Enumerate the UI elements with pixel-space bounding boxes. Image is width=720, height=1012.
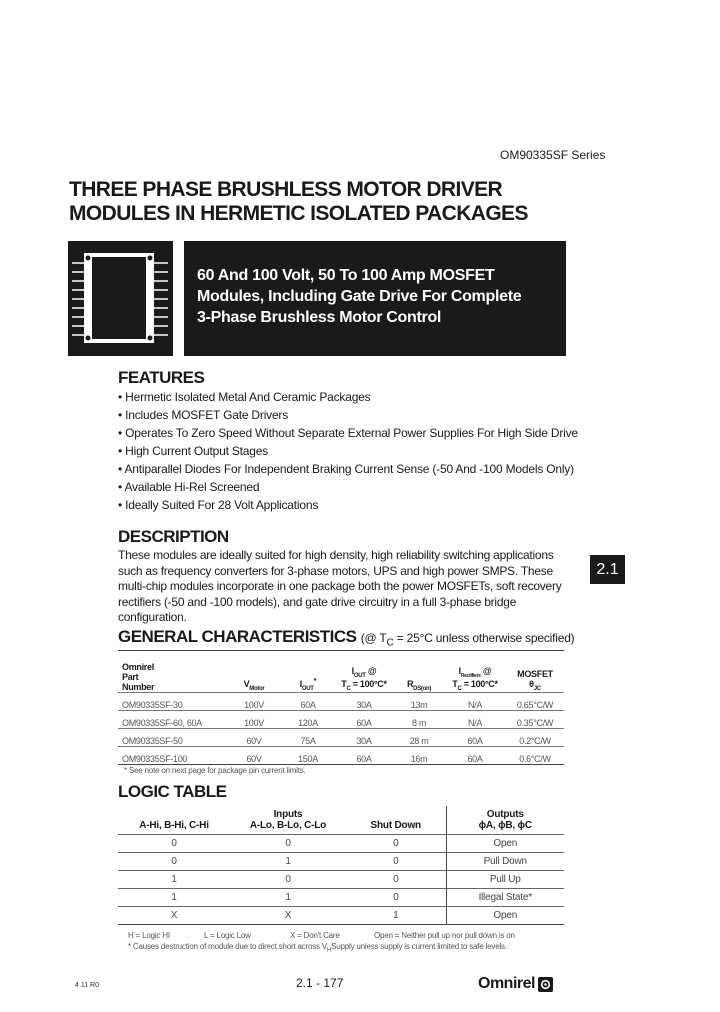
page-title	[69, 178, 528, 226]
title-line-2: MODULES IN HERMETIC ISOLATED PACKAGES	[69, 202, 528, 225]
col-rds-on: $R_{DS(on)}$	[406, 679, 432, 692]
feature-item: • Hermetic Isolated Metal And Ceramic Packages	[118, 390, 371, 404]
table-header-row	[118, 651, 564, 693]
outputs-label: Outputs	[486, 808, 524, 820]
logic-legend	[128, 930, 515, 957]
features-list	[118, 388, 578, 514]
logic-table	[118, 806, 564, 925]
col-iout-100c: $I_{OUT}$ @ $T_C = 100^\circ C*$	[341, 666, 387, 692]
col-high-side: A-Hi, B-Hi, C-Hi	[139, 819, 209, 831]
feature-item: • High Current Output Stages	[118, 444, 269, 458]
table-row: OM90335SF-60, 60A 100V 120A 60A 8 m N/A 0.35°C/W	[118, 711, 564, 729]
omnirel-logo-icon	[538, 977, 553, 992]
logic-header-row	[118, 806, 564, 834]
table-row: 0 0 0 Open	[118, 834, 564, 852]
package-drawing	[68, 241, 173, 356]
table-row: OM90335SF-100 60V 150A 60A 16m 60A 0.6°C/W	[118, 747, 564, 765]
page-number: 2.1 - 177	[296, 976, 344, 990]
series-label: OM90335SF Series	[500, 148, 606, 162]
title-line-1: THREE PHASE BRUSHLESS MOTOR DRIVER	[69, 178, 503, 201]
brand-logo	[478, 975, 553, 993]
general-characteristics-table	[118, 650, 564, 765]
general-characteristics-heading	[118, 627, 574, 648]
section-tab: 2.1	[590, 555, 625, 584]
feature-item: • Operates To Zero Speed Without Separate External Power Supplies For High Side Drive	[118, 426, 578, 440]
general-heading-text: GENERAL CHARACTERISTICS	[118, 627, 357, 646]
legend-h: H = Logic HI	[128, 931, 170, 940]
package-image	[68, 241, 173, 356]
feature-item: • Ideally Suited For 28 Volt Applications	[118, 498, 319, 512]
col-part-number: Omnirel Part Number	[122, 662, 155, 692]
col-iout: $I_{OUT}^*$	[299, 676, 317, 692]
col-vmotor: $V_{Motor}$	[243, 679, 265, 692]
table-row: 0 1 0 Pull Down	[118, 852, 564, 870]
description-heading: DESCRIPTION	[118, 527, 229, 546]
features-heading: FEATURES	[118, 368, 205, 387]
brand-name: Omnirel	[478, 975, 535, 992]
table-row: 1 1 0 Illegal State*	[118, 888, 564, 906]
table-row: OM90335SF-50 60V 75A 30A 28 m 60A 0.2°C/W	[118, 729, 564, 747]
inputs-label: Inputs	[273, 808, 303, 820]
banner-line-1: 60 And 100 Volt, 50 To 100 Amp MOSFET	[197, 267, 495, 284]
legend-l: L = Logic Low	[204, 931, 251, 940]
table-row: OM90335SF-30 100V 60A 30A 13m N/A 0.65°C/W	[118, 693, 564, 711]
description-text: These modules are ideally suited for high density, high reliability switching applications such as frequency converters for 3-phase motors, UPS and high power SMPS. These multi-chip modules incorporate in one package both the power MOSFETs, soft recovery rectifiers (-50 and -100 models), and gate drive circuitry in a full 3-phase bridge configuration.	[118, 548, 562, 625]
general-table-note: * See note on next page for package pin current limits.	[124, 766, 306, 775]
general-condition: (@ $T_C = 25^\circ C$ unless otherwise specified)	[360, 631, 575, 649]
legend-open: Open = Neither pull up nor pull down is on	[374, 931, 515, 940]
feature-item: • Available Hi-Rel Screened	[118, 480, 260, 494]
table-row: 1 0 0 Pull Up	[118, 870, 564, 888]
col-shut-down: Shut Down	[370, 819, 421, 831]
col-outputs: Outputs ϕA, ϕB, ϕC	[446, 806, 564, 834]
banner-line-3: 3-Phase Brushless Motor Control	[197, 309, 442, 326]
logic-table-heading: LOGIC TABLE	[118, 782, 227, 801]
document-reference: 4 11 R0	[75, 982, 99, 989]
feature-item: • Antiparallel Diodes For Independent Braking Current Sense (-50 And -100 Models Only)	[118, 462, 574, 476]
logic-footnote: * Causes destruction of module due to direct short across $V_HSupply$ unless supply is current limited to safe levels.	[128, 942, 507, 954]
product-banner	[184, 241, 566, 356]
feature-item: • Includes MOSFET Gate Drivers	[118, 408, 289, 422]
legend-x: X = Don't Care	[290, 931, 340, 940]
col-irectifiers: $I_{Rectifiers}$ @ $T_C = 100^\circ C*$	[452, 666, 498, 692]
table-row: X X 1 Open	[118, 906, 564, 924]
banner-line-2: Modules, Including Gate Drive For Complete	[197, 288, 522, 305]
col-low-side: Inputs A-Lo, B-Lo, C-Lo	[230, 806, 346, 834]
col-mosfet-theta: MOSFET $\theta_{JC}$	[517, 669, 553, 692]
